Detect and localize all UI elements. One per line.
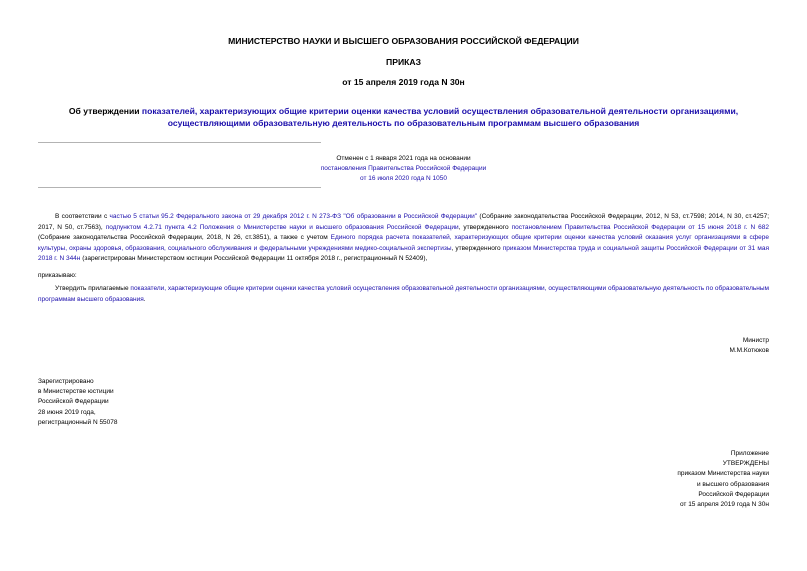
regulation-link[interactable]: подпунктом 4.2.71 пункта 4.2 Положения о Министерстве науки и высшего образования Российской Федерации [105, 223, 459, 231]
appendix-block [677, 449, 769, 510]
registration-line: Российской Федерации [38, 398, 109, 406]
registration-block [38, 377, 118, 428]
preamble-text-5: , утвержденного [451, 244, 503, 252]
calculation-order-link[interactable]: Единого порядка расчета показателей, характеризующих общие критерии оценки качества условий оказания услуг организациями в сфере культуры, охраны здоровья, образования, социального обслуживания и федеральными учреждениями медико-социальной экспертизы [38, 234, 769, 252]
appendix-line: Приложение [730, 450, 769, 457]
appendix-line: приказом Министерства науки [677, 470, 769, 478]
registration-line: в Министерстве юстиции [38, 388, 114, 396]
title-prefix: Об утверждении [68, 106, 142, 116]
title-link[interactable]: показателей, характеризующих общие критерии оценки качества условий осуществления образовательной деятельности организациями, осуществляющими образовательную деятельность по образовательным программам высшего образования [141, 106, 739, 128]
order-word: приказываю: [38, 272, 77, 279]
preamble-text-1: В соответствии с [55, 213, 110, 220]
registration-line: 28 июня 2019 года, [38, 408, 96, 416]
appendix-line: и высшего образования [696, 480, 769, 488]
cancel-note-link1[interactable]: постановления Правительства Российской Федерации [320, 165, 487, 172]
cancel-note-line1: Отменен с 1 января 2021 года на основании [336, 155, 471, 162]
separator-bottom [38, 187, 321, 188]
cancel-note-link2[interactable]: от 16 июля 2020 года N 1050 [360, 175, 447, 182]
document-title [50, 105, 757, 129]
appendix-line: Российской Федерации [698, 490, 769, 498]
signature-name: М.М.Котюков [729, 347, 769, 355]
ministry-heading: МИНИСТЕРСТВО НАУКИ И ВЫСШЕГО ОБРАЗОВАНИЯ РОССИЙСКОЙ ФЕДЕРАЦИИ [228, 36, 579, 46]
preamble-text-3: , утвержденного [458, 223, 512, 231]
law-link[interactable]: частью 5 статьи 95.2 Федерального закона от 29 декабря 2012 г. N 273-ФЗ "Об образовании в Российской Федерации" [109, 213, 478, 220]
signature-position: Министр [742, 337, 769, 344]
document-type: ПРИКАЗ [386, 57, 421, 67]
appendix-line: УТВЕРЖДЕНЫ [722, 460, 769, 468]
preamble-text-2: (Собрание законодательства Российской Федерации, 2012, N 53, ст.7598; 2014, N 30, ст.4257; 2017, N 50, ст.7563), [38, 213, 770, 231]
preamble-paragraph [38, 212, 769, 265]
registration-line: Зарегистрировано [38, 378, 94, 385]
approve-text-2: . [143, 295, 146, 303]
document-date: от 15 апреля 2019 года N 30н [342, 77, 465, 87]
labor-ministry-order-link[interactable]: приказом Министерства труда и социальной защиты Российской Федерации от 31 мая 2018 г. N 344н [38, 244, 769, 263]
approve-paragraph [38, 284, 769, 305]
separator-top [38, 142, 321, 143]
signature-block [729, 336, 769, 356]
cancel-note [0, 154, 807, 184]
appendix-line: от 15 апреля 2019 года N 30н [679, 501, 769, 509]
preamble-text-6: (зарегистрирован Министерством юстиции Российской Федерации 11 октября 2018 г., регистрационный N 52409), [80, 255, 428, 263]
government-decree-link[interactable]: постановлением Правительства Российской Федерации от 15 июня 2018 г. N 682 [511, 223, 769, 231]
approve-text-1: Утвердить прилагаемые [55, 285, 131, 292]
registration-line: регистрационный N 55078 [38, 418, 118, 426]
indicators-link[interactable]: показатели, характеризующие общие критерии оценки качества условий осуществления образовательной деятельности организациями, осуществляющими образовательную деятельность по образовательным программам высшего образования [38, 285, 769, 303]
preamble-text-4: (Собрание законодательства Российской Федерации, 2018, N 26, ст.3851), а также с учетом [38, 234, 331, 242]
